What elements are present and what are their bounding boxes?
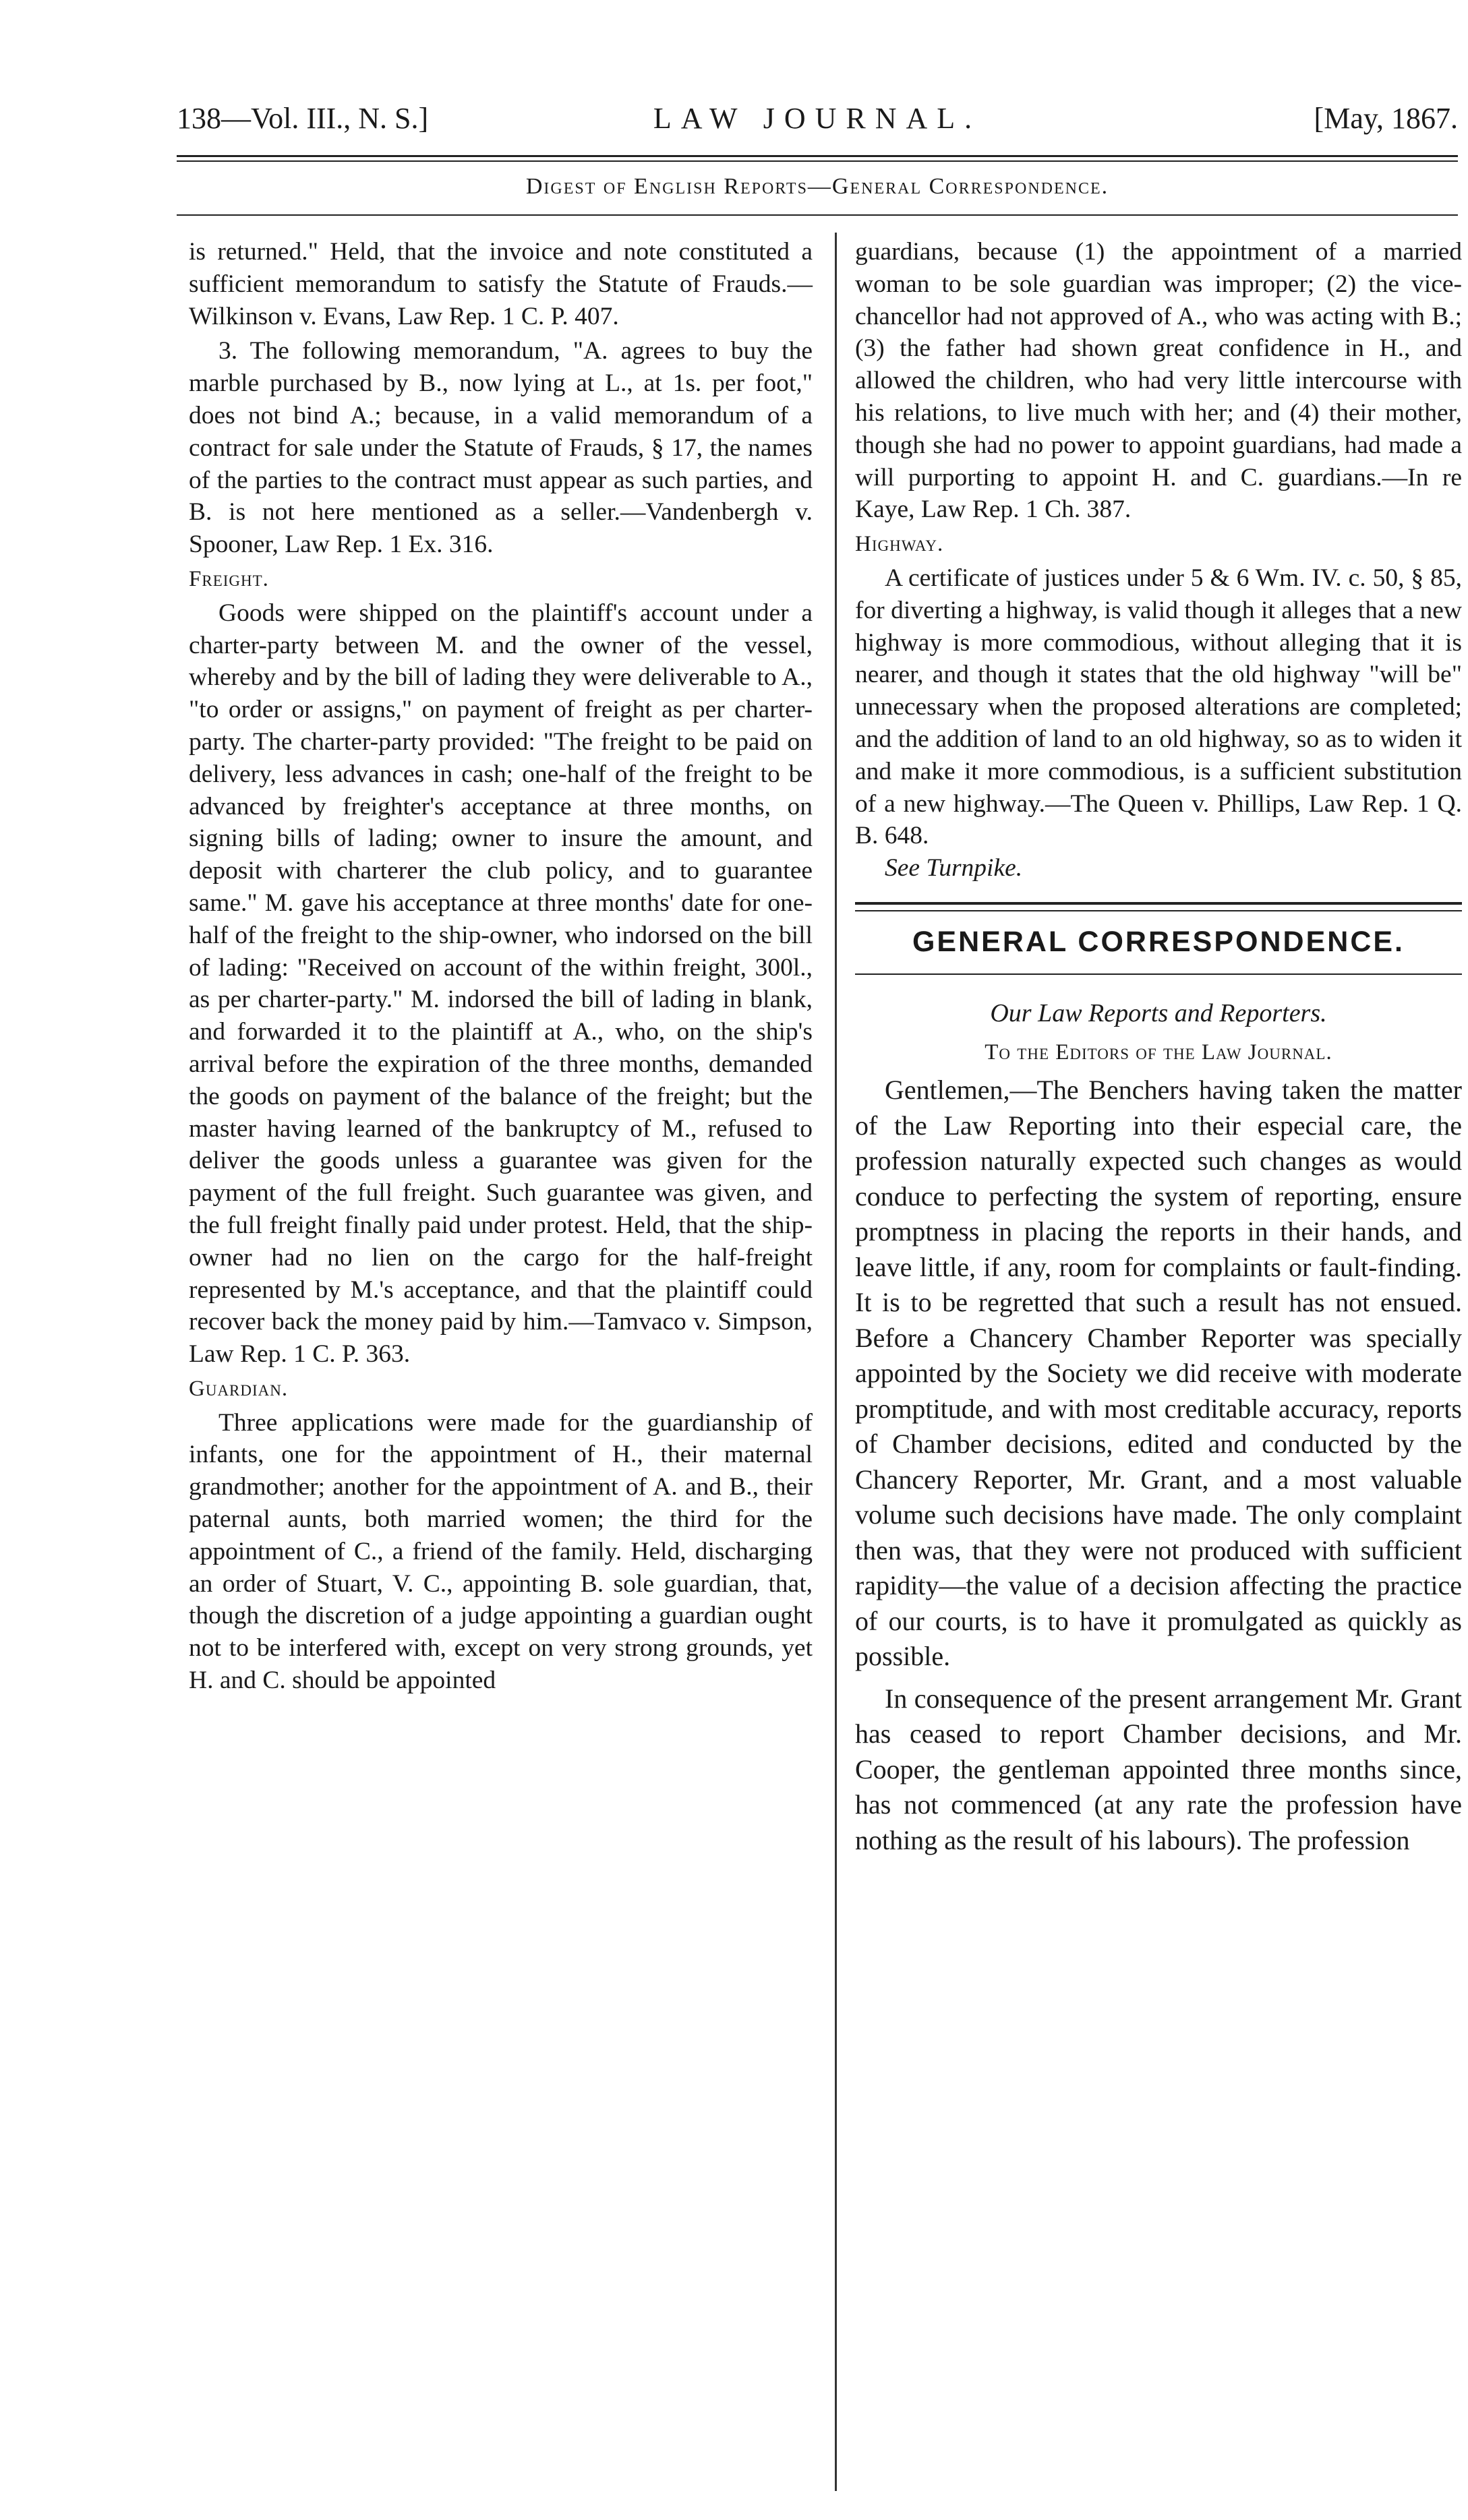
heading-guardian: Guardian. <box>189 1376 289 1401</box>
paragraph-freight: Goods were shipped on the plaintiff's account under a charter-party between M. and the owner of the vessel, whereby and by the bill of lading they were deliverable to A., "to order or assigns," on payment of freight as per charter-party. The charter-party provided: "The freight to be paid on delivery, less advances in cash; one-half of the freight to be advanced by freighter's acceptance at three months, on signing bills of lading; owner to insure the amount, and deposit with charterer the club policy, and to guarantee same." M. gave his acceptance at three months' date for one-half of the freight to the ship-owner, who indorsed on the bill of lading: "Received on account of the within freight, 300l., as per charter-party." M. indorsed the bill of lading in blank, and forwarded it to the plaintiff at A., who, on the ship's arrival before the expiration of the three months, demanded the goods on payment of the balance of the freight; but the master having learned of the bankruptcy of M., refused to deliver the goods unless a guarantee was given for the payment of the full freight. Such guarantee was given, and the full freight finally paid under protest. Held, that the ship-owner had no lien on the cargo for the half-freight represented by M.'s acceptance, and that the plaintiff could recover back the money paid by him.—Tamvaco v. Simpson, Law Rep. 1 C. P. 363. <box>189 599 813 1369</box>
paragraph-highway: A certificate of justices under 5 & 6 Wm. IV. c. 50, § 85, for diverting a highway, is valid though it alleges that a new highway is more commodious, without alleging that it is nearer, and though it states that the old highway "will be" unnecessary when the proposed alterations are completed; and the addition of land to an old highway, so as to widen it and make it more commodious, is a sufficient substitution of a new highway.—The Queen v. Phillips, Law Rep. 1 Q. B. 648. <box>855 564 1462 850</box>
header-rule-top <box>177 155 1458 157</box>
column-divider <box>835 233 837 2491</box>
section-rule <box>177 214 1458 216</box>
correspondence-rule-bottom <box>855 973 1462 975</box>
paragraph-statute-of-frauds: is returned." Held, that the invoice and note constituted a sufficient memorandum to satisfy the Statute of Frauds.—Wilkinson v. Evans, Law Rep. 1 C. P. 407. <box>189 238 813 330</box>
cross-reference-turnpike: See Turnpike. <box>885 854 1023 882</box>
paragraph-gap <box>855 1675 1462 1681</box>
page-volume-label: 138—Vol. III., N. S.] <box>177 102 429 135</box>
paragraph-guardian: Three applications were made for the guardianship of infants, one for the appointment of H., their maternal grandmother; another for the appointment of A. and B., their paternal aunts, both married women; the third for the appointment of C., a friend of the family. Held, discharging an order of Stuart, V. C., appointing B. sole guardian, that, though the discretion of a judge appointing a guardian ought not to be interfered with, except on very strong grounds, yet H. and C. should be appointed <box>189 1408 813 1695</box>
correspondence-rule-top <box>855 902 1462 911</box>
paragraph-guardian-continued: guardians, because (1) the appointment of a married woman to be sole guardian was improper; (2) the vice-chancellor had not approved of A., who was acting with B.; (3) the father had shown great confidence in H., and allowed the children, who had very little intercourse with his relations, to live much with her; and (4) their mother, though she had no power to appoint guardians, had made a will purporting to appoint H. and C. guardians.—In re Kaye, Law Rep. 1 Ch. 387. <box>855 238 1462 524</box>
letter-paragraph-1: Gentlemen,—The Benchers having taken the matter of the Law Reporting into their especial care, the profession naturally expected such changes as would conduce to perfecting the system of reporting, ensure promptness in placing the reports in their hands, and leave little, if any, room for complaints or fault-finding. It is to be regretted that such a result has not ensued. Before a Chancery Chamber Reporter was specially appointed by the Society we did receive with moderate promptitude, and with most creditable accuracy, reports of Chamber decisions, edited and conducted by the Chancery Reporter, Mr. Grant, and a most valuable volume such decisions have made. The only complaint then was, that they were not produced with sufficient rapidity—the value of a decision affecting the practice of our courts, is to have it promulgated as quickly as possible. <box>855 1075 1462 1672</box>
left-column <box>189 236 813 1697</box>
issue-date: [May, 1867. <box>1314 102 1458 135</box>
letter-paragraph-2: In consequence of the present arrangement Mr. Grant has ceased to report Chamber decisions, and Mr. Cooper, the gentleman appointed three months since, has not commenced (at any rate the profession have nothing as the result of his labours). The profession <box>855 1683 1462 1855</box>
paragraph-memorandum: 3. The following memorandum, "A. agrees to buy the marble purchased by B., now lying at L., at 1s. per foot," does not bind A.; because, in a valid memorandum of a contract for sale under the Statute of Frauds, § 17, the names of the parties to the contract must appear as such parties, and B. is not here mentioned as a seller.—Vandenbergh v. Spooner, Law Rep. 1 Ex. 316. <box>189 337 813 559</box>
correspondence-heading: GENERAL CORRESPONDENCE. <box>912 925 1405 958</box>
journal-title: LAW JOURNAL. <box>653 102 982 135</box>
addressee-line: To the Editors of the Law Journal. <box>985 1040 1332 1064</box>
right-column <box>855 236 1462 1858</box>
heading-freight: Freight. <box>189 566 269 591</box>
letter-body <box>855 1073 1462 1858</box>
section-heading: Digest of English Reports—General Correspondence. <box>525 174 1109 199</box>
heading-highway: Highway. <box>855 532 944 557</box>
article-title: Our Law Reports and Reporters. <box>990 998 1327 1027</box>
running-head <box>177 101 1458 148</box>
header-rule-bottom <box>177 160 1458 162</box>
